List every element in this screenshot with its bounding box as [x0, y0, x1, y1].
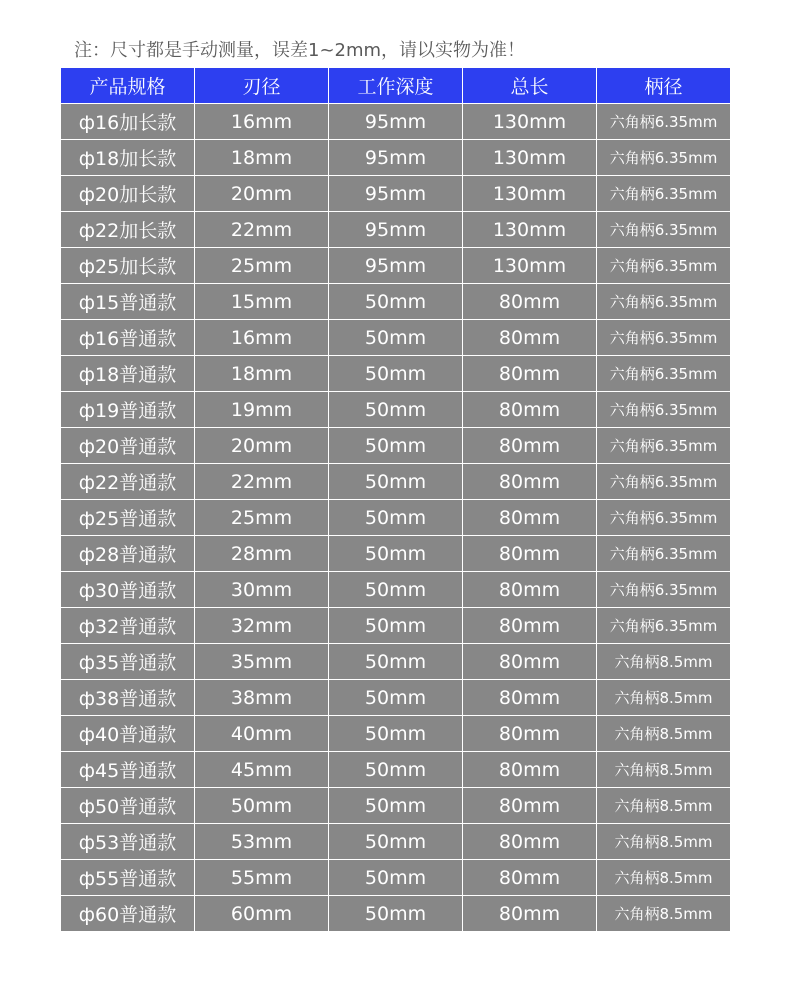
table-row	[61, 212, 731, 248]
cell-shank-diameter: 六角柄6.35mm	[597, 536, 731, 572]
cell-shank-diameter: 六角柄6.35mm	[597, 284, 731, 320]
header-blade-diameter: 刃径	[195, 68, 329, 104]
cell-product-spec: ф45普通款	[61, 752, 195, 788]
header-total-length: 总长	[463, 68, 597, 104]
cell-product-spec: ф25加长款	[61, 248, 195, 284]
table-row	[61, 572, 731, 608]
table-row	[61, 356, 731, 392]
cell-working-depth: 50mm	[329, 752, 463, 788]
cell-shank-diameter: 六角柄8.5mm	[597, 896, 731, 932]
cell-blade-diameter: 18mm	[195, 356, 329, 392]
cell-working-depth: 95mm	[329, 104, 463, 140]
cell-blade-diameter: 32mm	[195, 608, 329, 644]
spec-table	[60, 67, 731, 932]
table-row	[61, 392, 731, 428]
header-row	[61, 68, 731, 104]
cell-shank-diameter: 六角柄8.5mm	[597, 680, 731, 716]
cell-product-spec: ф15普通款	[61, 284, 195, 320]
cell-blade-diameter: 20mm	[195, 176, 329, 212]
cell-blade-diameter: 20mm	[195, 428, 329, 464]
cell-product-spec: ф16加长款	[61, 104, 195, 140]
cell-blade-diameter: 18mm	[195, 140, 329, 176]
table-row	[61, 716, 731, 752]
cell-total-length: 80mm	[463, 644, 597, 680]
cell-shank-diameter: 六角柄6.35mm	[597, 140, 731, 176]
cell-total-length: 80mm	[463, 392, 597, 428]
cell-working-depth: 95mm	[329, 140, 463, 176]
cell-product-spec: ф40普通款	[61, 716, 195, 752]
table-row	[61, 680, 731, 716]
cell-working-depth: 95mm	[329, 176, 463, 212]
cell-blade-diameter: 50mm	[195, 788, 329, 824]
cell-shank-diameter: 六角柄6.35mm	[597, 104, 731, 140]
cell-total-length: 130mm	[463, 176, 597, 212]
cell-shank-diameter: 六角柄6.35mm	[597, 500, 731, 536]
table-row	[61, 104, 731, 140]
cell-product-spec: ф20加长款	[61, 176, 195, 212]
table-row	[61, 284, 731, 320]
cell-product-spec: ф53普通款	[61, 824, 195, 860]
cell-product-spec: ф55普通款	[61, 860, 195, 896]
cell-shank-diameter: 六角柄8.5mm	[597, 752, 731, 788]
measurement-note: 注：尺寸都是手动测量，误差1~2mm，请以实物为准！	[74, 40, 526, 61]
cell-total-length: 80mm	[463, 356, 597, 392]
cell-working-depth: 50mm	[329, 680, 463, 716]
cell-working-depth: 50mm	[329, 428, 463, 464]
table-row	[61, 860, 731, 896]
cell-blade-diameter: 15mm	[195, 284, 329, 320]
cell-total-length: 130mm	[463, 104, 597, 140]
cell-product-spec: ф32普通款	[61, 608, 195, 644]
cell-total-length: 80mm	[463, 464, 597, 500]
table-row	[61, 788, 731, 824]
cell-blade-diameter: 16mm	[195, 104, 329, 140]
cell-working-depth: 95mm	[329, 212, 463, 248]
cell-blade-diameter: 19mm	[195, 392, 329, 428]
cell-blade-diameter: 25mm	[195, 248, 329, 284]
cell-product-spec: ф18加长款	[61, 140, 195, 176]
cell-blade-diameter: 53mm	[195, 824, 329, 860]
cell-blade-diameter: 25mm	[195, 500, 329, 536]
cell-total-length: 80mm	[463, 428, 597, 464]
cell-shank-diameter: 六角柄8.5mm	[597, 788, 731, 824]
cell-shank-diameter: 六角柄6.35mm	[597, 392, 731, 428]
cell-shank-diameter: 六角柄6.35mm	[597, 176, 731, 212]
cell-working-depth: 50mm	[329, 536, 463, 572]
cell-blade-diameter: 55mm	[195, 860, 329, 896]
spec-table-header	[61, 68, 731, 104]
cell-shank-diameter: 六角柄6.35mm	[597, 320, 731, 356]
cell-shank-diameter: 六角柄8.5mm	[597, 860, 731, 896]
table-row	[61, 536, 731, 572]
cell-working-depth: 50mm	[329, 716, 463, 752]
table-row	[61, 500, 731, 536]
cell-product-spec: ф30普通款	[61, 572, 195, 608]
table-row	[61, 608, 731, 644]
cell-working-depth: 50mm	[329, 464, 463, 500]
cell-working-depth: 50mm	[329, 392, 463, 428]
cell-blade-diameter: 22mm	[195, 212, 329, 248]
cell-total-length: 80mm	[463, 896, 597, 932]
cell-blade-diameter: 16mm	[195, 320, 329, 356]
table-row	[61, 752, 731, 788]
header-product-spec: 产品规格	[61, 68, 195, 104]
cell-product-spec: ф28普通款	[61, 536, 195, 572]
cell-total-length: 80mm	[463, 608, 597, 644]
table-row	[61, 248, 731, 284]
cell-product-spec: ф50普通款	[61, 788, 195, 824]
header-shank-diameter: 柄径	[597, 68, 731, 104]
cell-product-spec: ф20普通款	[61, 428, 195, 464]
cell-blade-diameter: 60mm	[195, 896, 329, 932]
cell-total-length: 80mm	[463, 284, 597, 320]
table-row	[61, 464, 731, 500]
cell-working-depth: 50mm	[329, 644, 463, 680]
cell-blade-diameter: 22mm	[195, 464, 329, 500]
cell-shank-diameter: 六角柄6.35mm	[597, 356, 731, 392]
cell-total-length: 80mm	[463, 680, 597, 716]
cell-working-depth: 50mm	[329, 824, 463, 860]
cell-product-spec: ф38普通款	[61, 680, 195, 716]
table-row	[61, 824, 731, 860]
cell-total-length: 130mm	[463, 140, 597, 176]
cell-blade-diameter: 40mm	[195, 716, 329, 752]
cell-blade-diameter: 45mm	[195, 752, 329, 788]
table-row	[61, 176, 731, 212]
cell-working-depth: 50mm	[329, 860, 463, 896]
cell-shank-diameter: 六角柄6.35mm	[597, 608, 731, 644]
cell-blade-diameter: 38mm	[195, 680, 329, 716]
cell-shank-diameter: 六角柄6.35mm	[597, 572, 731, 608]
cell-working-depth: 50mm	[329, 572, 463, 608]
cell-product-spec: ф22普通款	[61, 464, 195, 500]
cell-working-depth: 95mm	[329, 248, 463, 284]
table-row	[61, 428, 731, 464]
table-row	[61, 896, 731, 932]
cell-total-length: 80mm	[463, 500, 597, 536]
cell-total-length: 130mm	[463, 248, 597, 284]
cell-shank-diameter: 六角柄6.35mm	[597, 212, 731, 248]
cell-working-depth: 50mm	[329, 356, 463, 392]
cell-total-length: 80mm	[463, 752, 597, 788]
cell-working-depth: 50mm	[329, 788, 463, 824]
cell-shank-diameter: 六角柄6.35mm	[597, 464, 731, 500]
header-working-depth: 工作深度	[329, 68, 463, 104]
cell-working-depth: 50mm	[329, 608, 463, 644]
cell-product-spec: ф35普通款	[61, 644, 195, 680]
table-row	[61, 320, 731, 356]
cell-product-spec: ф19普通款	[61, 392, 195, 428]
cell-product-spec: ф18普通款	[61, 356, 195, 392]
cell-shank-diameter: 六角柄6.35mm	[597, 248, 731, 284]
cell-working-depth: 50mm	[329, 896, 463, 932]
cell-product-spec: ф22加长款	[61, 212, 195, 248]
cell-working-depth: 50mm	[329, 320, 463, 356]
cell-total-length: 80mm	[463, 788, 597, 824]
cell-working-depth: 50mm	[329, 284, 463, 320]
cell-total-length: 80mm	[463, 860, 597, 896]
cell-working-depth: 50mm	[329, 500, 463, 536]
spec-table-body	[61, 104, 731, 932]
cell-shank-diameter: 六角柄6.35mm	[597, 428, 731, 464]
table-row	[61, 140, 731, 176]
cell-total-length: 80mm	[463, 572, 597, 608]
cell-total-length: 80mm	[463, 320, 597, 356]
cell-product-spec: ф60普通款	[61, 896, 195, 932]
cell-total-length: 80mm	[463, 824, 597, 860]
cell-blade-diameter: 28mm	[195, 536, 329, 572]
cell-total-length: 130mm	[463, 212, 597, 248]
cell-shank-diameter: 六角柄8.5mm	[597, 644, 731, 680]
table-row	[61, 644, 731, 680]
cell-blade-diameter: 30mm	[195, 572, 329, 608]
cell-blade-diameter: 35mm	[195, 644, 329, 680]
cell-shank-diameter: 六角柄8.5mm	[597, 824, 731, 860]
cell-total-length: 80mm	[463, 536, 597, 572]
cell-shank-diameter: 六角柄8.5mm	[597, 716, 731, 752]
cell-product-spec: ф16普通款	[61, 320, 195, 356]
cell-product-spec: ф25普通款	[61, 500, 195, 536]
cell-total-length: 80mm	[463, 716, 597, 752]
